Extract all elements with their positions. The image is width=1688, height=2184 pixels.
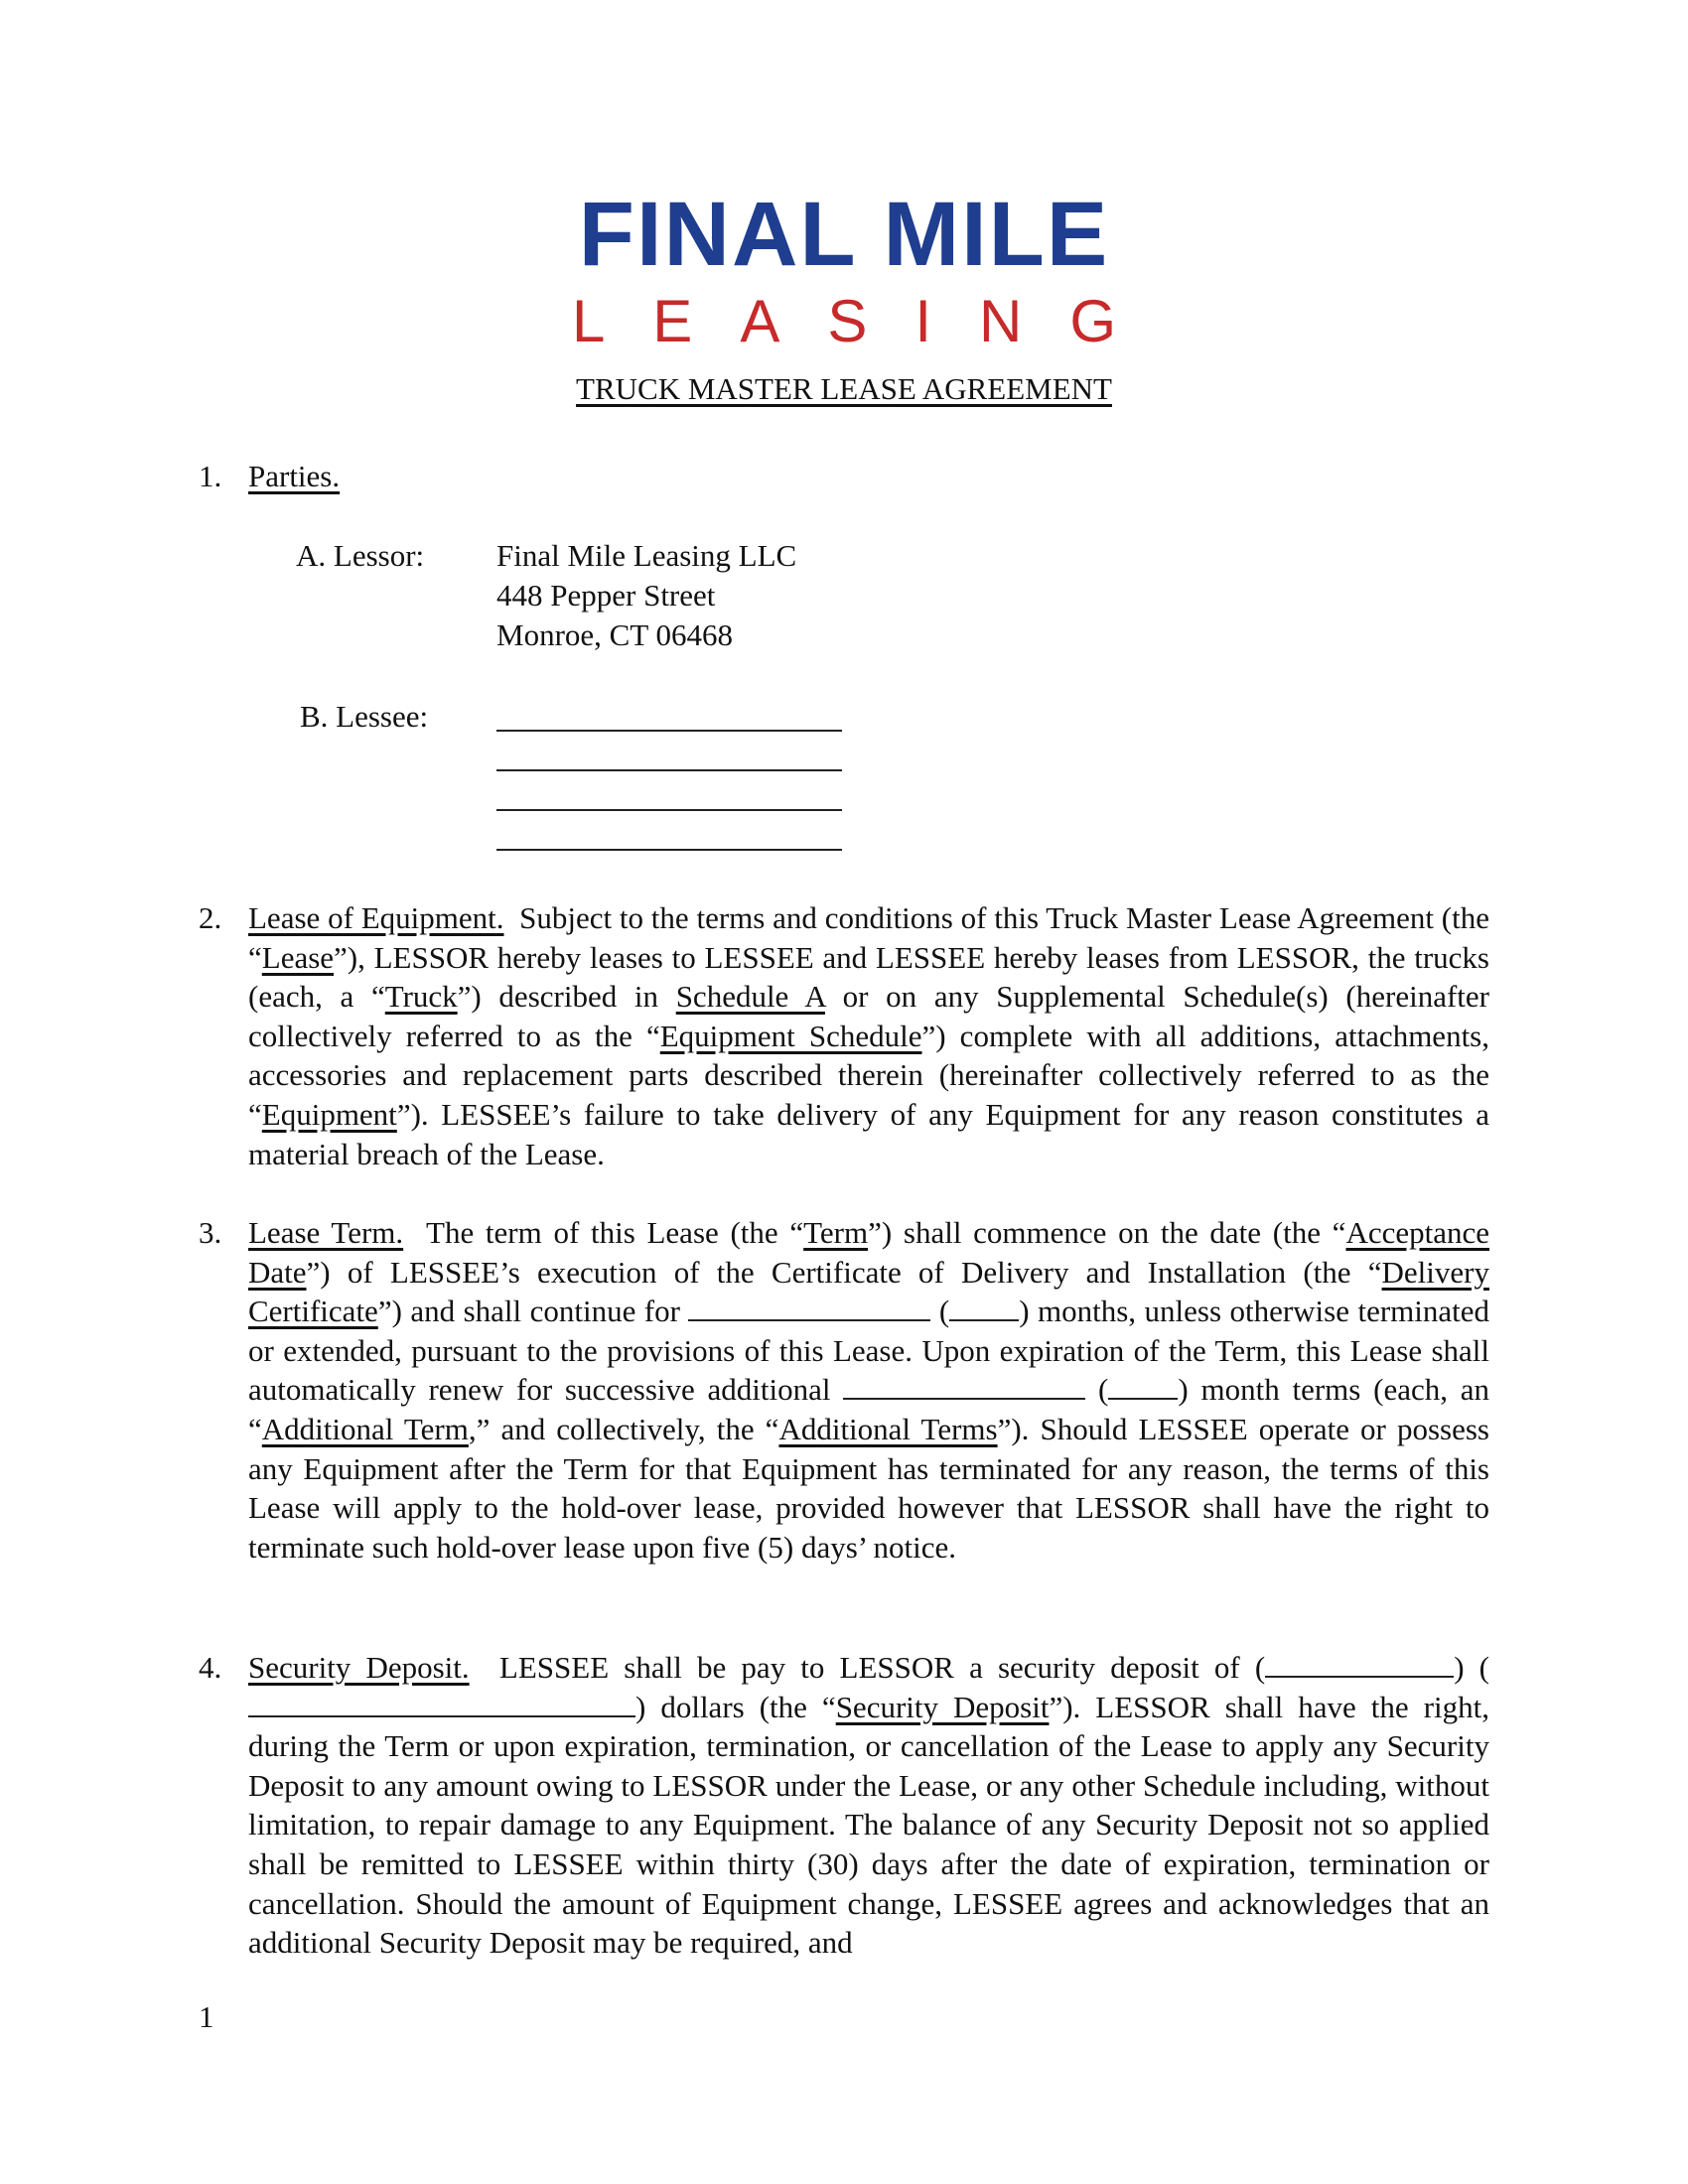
lessor-city: Monroe, CT 06468 xyxy=(496,617,733,652)
defined-term: Security Deposit xyxy=(835,1689,1050,1724)
lessee-blank-line-3[interactable] xyxy=(496,809,842,811)
logo-line-final-mile: FINAL MILE xyxy=(578,184,1110,285)
section-parties xyxy=(199,457,1489,496)
document-title: TRUCK MASTER LEASE AGREEMENT xyxy=(576,371,1112,406)
lessor-label: A. Lessor: xyxy=(296,538,425,573)
defined-term: Lease xyxy=(261,939,335,975)
section-number: 3. xyxy=(199,1215,222,1250)
lessee-label: B. Lessee: xyxy=(300,699,429,734)
section-heading: Security Deposit. xyxy=(248,1650,470,1685)
section-heading: Lease of Equipment. xyxy=(248,900,504,935)
section-security-deposit xyxy=(199,1648,1489,1963)
lessor-street: 448 Pepper Street xyxy=(496,578,716,613)
section-heading: Parties. xyxy=(248,459,341,493)
page-number: 1 xyxy=(199,1999,214,2034)
section-body: Security Deposit. LESSEE shall be pay to LESSOR a security deposit of ( ) () dollars (the “Security Deposit”). LESSOR shall have the right, during the Term or upon expiration, termination, or cancellation of the Lease to apply any Security Deposit to any amount owing to LESSOR under the Lease, or any other Schedule including, without limitation, to repair damage to any Equipment. The balance of any Security Deposit not so applied shall be remitted to LESSEE within thirty (30) days after the date of expiration, termination or cancellation. Should the amount of Equipment change, LESSEE agrees and acknowledges that an additional Security Deposit may be required, and xyxy=(248,1650,1490,1961)
defined-term: Term xyxy=(803,1215,869,1250)
defined-term: Equipment xyxy=(261,1096,397,1132)
company-logo xyxy=(0,184,1688,354)
defined-term: Acceptance Date xyxy=(248,1215,1489,1290)
section-number: 2. xyxy=(199,900,222,935)
lessee-blank-line-4[interactable] xyxy=(496,849,842,851)
section-body: Lease Term. The term of this Lease (the “Term”) shall commence on the date (the “Acceptance Date”) of LESSEE’s execution of the Certificate of Delivery and Installation (the “Delivery Certificate”) and shall continue for ( ) months, unless otherwise terminated or extended, pursuant to the provisions of this Lease. Upon expiration of the Term, this Lease shall automatically renew for successive additional ( ) month terms (each, an “Additional Term,” and collectively, the “Additional Terms”). Should LESSEE operate or possess any Equipment after the Term for that Equipment has terminated for any reason, the terms of this Lease will apply to the hold-over lease, provided however that LESSOR shall have the right to terminate such hold-over lease upon five (5) days’ notice. xyxy=(248,1215,1490,1565)
defined-term: Schedule A xyxy=(675,979,825,1015)
term-length-words-blank[interactable] xyxy=(688,1297,930,1321)
defined-term: Equipment Schedule xyxy=(659,1018,922,1053)
lessor-name: Final Mile Leasing LLC xyxy=(496,538,797,573)
renewal-length-words-blank[interactable] xyxy=(843,1376,1085,1400)
section-lease-of-equipment xyxy=(199,898,1489,1173)
term-length-number-blank[interactable] xyxy=(949,1297,1019,1321)
lessee-blank-line-1[interactable] xyxy=(496,730,842,732)
section-body: Lease of Equipment. Subject to the terms and conditions of this Truck Master Lease Agreement (the “Lease”), LESSOR hereby leases to LESSEE and LESSEE hereby leases from LESSOR, the trucks (each, a “Truck”) described in Schedule A or on any Supplemental Schedule(s) (hereinafter collectively referred to as the “Equipment Schedule”) complete with all additions, attachments, accessories and replacement parts described therein (hereinafter collectively referred to as the “Equipment”). LESSEE’s failure to take delivery of any Equipment for any reason constitutes a material breach of the Lease. xyxy=(248,900,1489,1171)
section-number: 1. xyxy=(199,459,222,493)
defined-term: Additional Terms xyxy=(778,1411,998,1446)
lessee-blank-line-2[interactable] xyxy=(496,769,842,771)
section-number: 4. xyxy=(199,1650,222,1685)
defined-term: Truck xyxy=(384,979,458,1015)
renewal-length-number-blank[interactable] xyxy=(1108,1376,1178,1400)
defined-term: Additional Term xyxy=(261,1411,469,1446)
deposit-amount-words-blank[interactable] xyxy=(248,1694,635,1717)
logo-line-leasing: LEASING xyxy=(571,288,1165,354)
section-lease-term xyxy=(199,1213,1489,1567)
section-heading: Lease Term. xyxy=(248,1215,404,1250)
deposit-amount-number-blank[interactable] xyxy=(1265,1654,1454,1678)
defined-term: Delivery Certificate xyxy=(248,1254,1489,1329)
